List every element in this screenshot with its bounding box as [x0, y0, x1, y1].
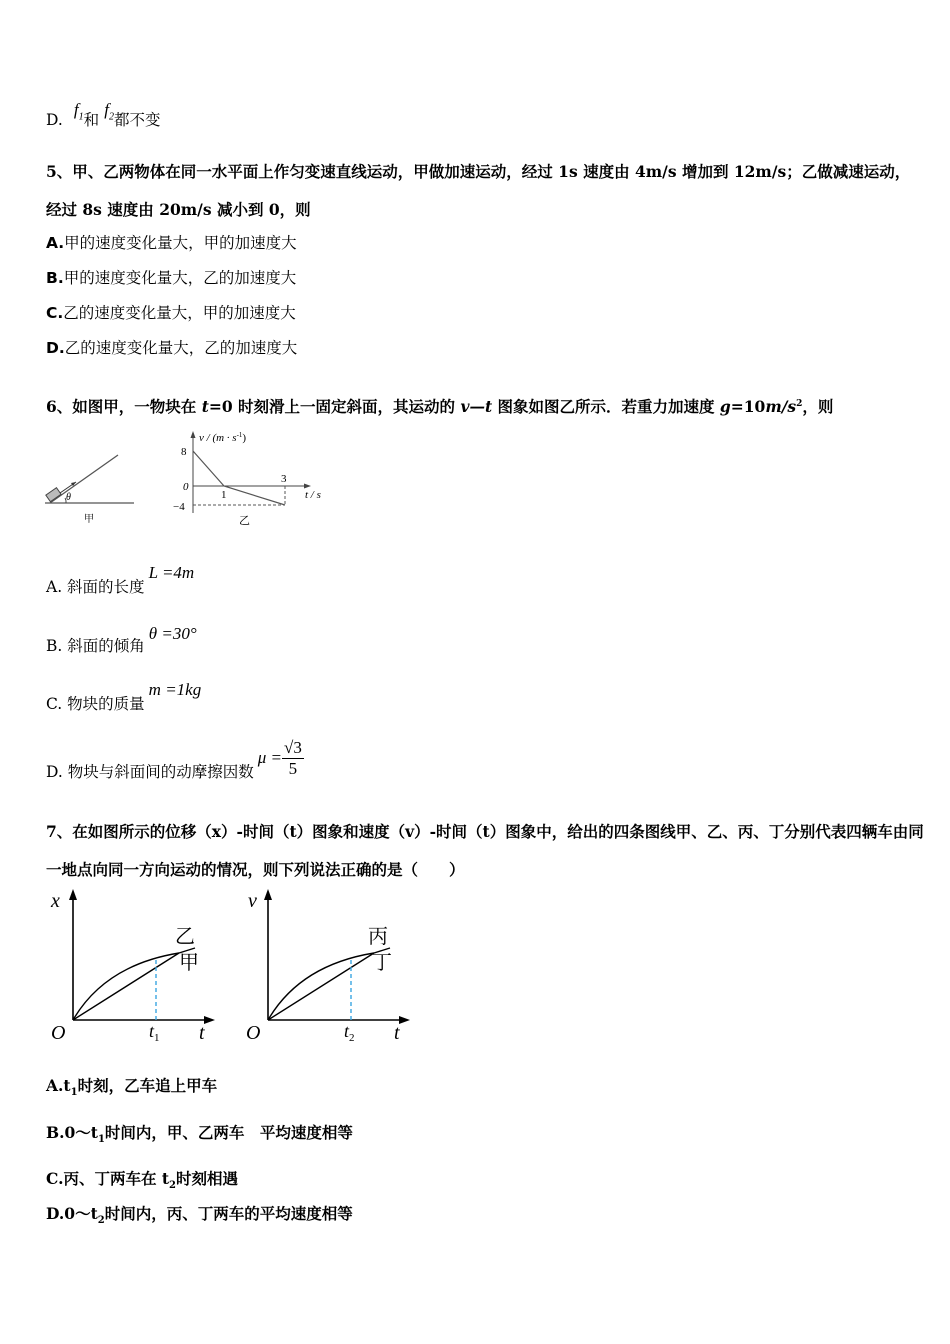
q7-option-a: $A.t_1$时刻，乙车追上甲车 — [46, 1076, 218, 1099]
q7-stem-line2: 一地点向同一方向运动的情况，则下列说法正确的是（ ） — [46, 860, 465, 879]
fig-jia-caption: 甲 — [84, 514, 94, 525]
q6-option-d: D. 物块与斜面间的动摩擦因数μ = $\frac{√3}{5}$ — [46, 738, 302, 781]
q5-option-a: A.甲的速度变化量大，甲的加速度大 — [46, 234, 297, 252]
block-icon — [46, 488, 61, 502]
vt2-graph — [240, 885, 420, 1050]
xt-label-jia: 甲 — [179, 952, 199, 974]
q6-option-c: C. 物块的质量m =1kg — [46, 680, 202, 713]
and-word: 和 — [83, 111, 100, 129]
xt-line-jia — [73, 953, 179, 1020]
vt2-y-label: v — [248, 890, 257, 912]
vt-line — [193, 451, 285, 505]
mu-fraction: $\frac{√3}{5}$ — [284, 738, 302, 778]
vt-tick-1: 1 — [221, 489, 227, 501]
vt-tick-3: 3 — [281, 473, 287, 485]
f1-symbol: $f_1$ — [73, 100, 84, 123]
q7-option-c: C.丙、丁两车在 $t_2$时刻相遇 — [46, 1169, 239, 1192]
q7-option-b: $B.0\sim t_1$时间内，甲、乙两车 平均速度相等 — [46, 1123, 353, 1146]
xt-tick-t1: $t_1$ — [149, 1021, 160, 1044]
q5-stem-line1: 5、甲、乙两物体在同一水平面上作匀变速直线运动，甲做加速运动，经过 1s 速度由 4m/s 增加到 12m/s；乙做减速运动， — [46, 162, 911, 181]
vt2-label-ding: 丁 — [372, 952, 392, 974]
q5-option-b: B.甲的速度变化量大，乙的加速度大 — [46, 269, 297, 287]
incline-figure — [40, 445, 140, 530]
xt-origin: O — [51, 1022, 66, 1044]
vt-tick-0: 0 — [183, 481, 189, 493]
q4-option-d-letter: D. — [46, 111, 63, 129]
fig-yi-caption: 乙 — [239, 515, 250, 527]
theta-label: θ — [66, 492, 71, 503]
q5-stem-line2: 经过 8s 速度由 20m/s 减小到 0，则 — [46, 200, 311, 219]
q6-stem: 6、如图甲，一物块在 t=0 时刻滑上一固定斜面，其运动的 v—t 图象如图乙所示．若重力加速度 $g=10m/s^2$，则 — [46, 397, 834, 416]
vt2-origin: O — [246, 1022, 261, 1044]
q7-stem-line1: 7、在如图所示的位移（x）-时间（t）图象和速度（v）-时间（t）图象中，给出的四条图线甲、乙、丙、丁分别代表四辆车由同 — [46, 822, 924, 841]
xt-y-label: x — [51, 890, 60, 912]
xt-graph — [45, 885, 225, 1050]
vt2-label-bing: 丙 — [368, 926, 388, 948]
q4-option-d — [46, 100, 161, 132]
xt-label-yi: 乙 — [175, 926, 195, 948]
vt2-tick-t2: $t_2$ — [344, 1021, 355, 1044]
vt2-line-ding — [268, 953, 374, 1020]
vt-y-label: $v / (m \cdot s^{-1})$ — [199, 431, 247, 444]
vt-tick-minus4: −4 — [173, 501, 185, 513]
f2-symbol: $f_2$ — [104, 100, 114, 123]
q7-option-d: $D.0\sim t_2$时间内，丙、丁两车的平均速度相等 — [46, 1204, 353, 1227]
q4-option-d-tail: 都不变 — [113, 111, 161, 129]
q6-option-a: A. 斜面的长度L =4m — [46, 563, 195, 596]
vt2-x-label: t — [394, 1022, 400, 1044]
xt-x-label: t — [199, 1022, 205, 1044]
vt-tick-8: 8 — [181, 446, 187, 458]
q6-option-b: B. 斜面的倾角θ =30° — [46, 624, 197, 655]
q5-option-d: D.乙的速度变化量大，乙的加速度大 — [46, 339, 298, 357]
q5-option-c: C.乙的速度变化量大，甲的加速度大 — [46, 304, 296, 322]
incline-slope — [50, 455, 118, 503]
vt-x-label: t / s — [305, 489, 321, 501]
vt-graph — [165, 425, 335, 535]
